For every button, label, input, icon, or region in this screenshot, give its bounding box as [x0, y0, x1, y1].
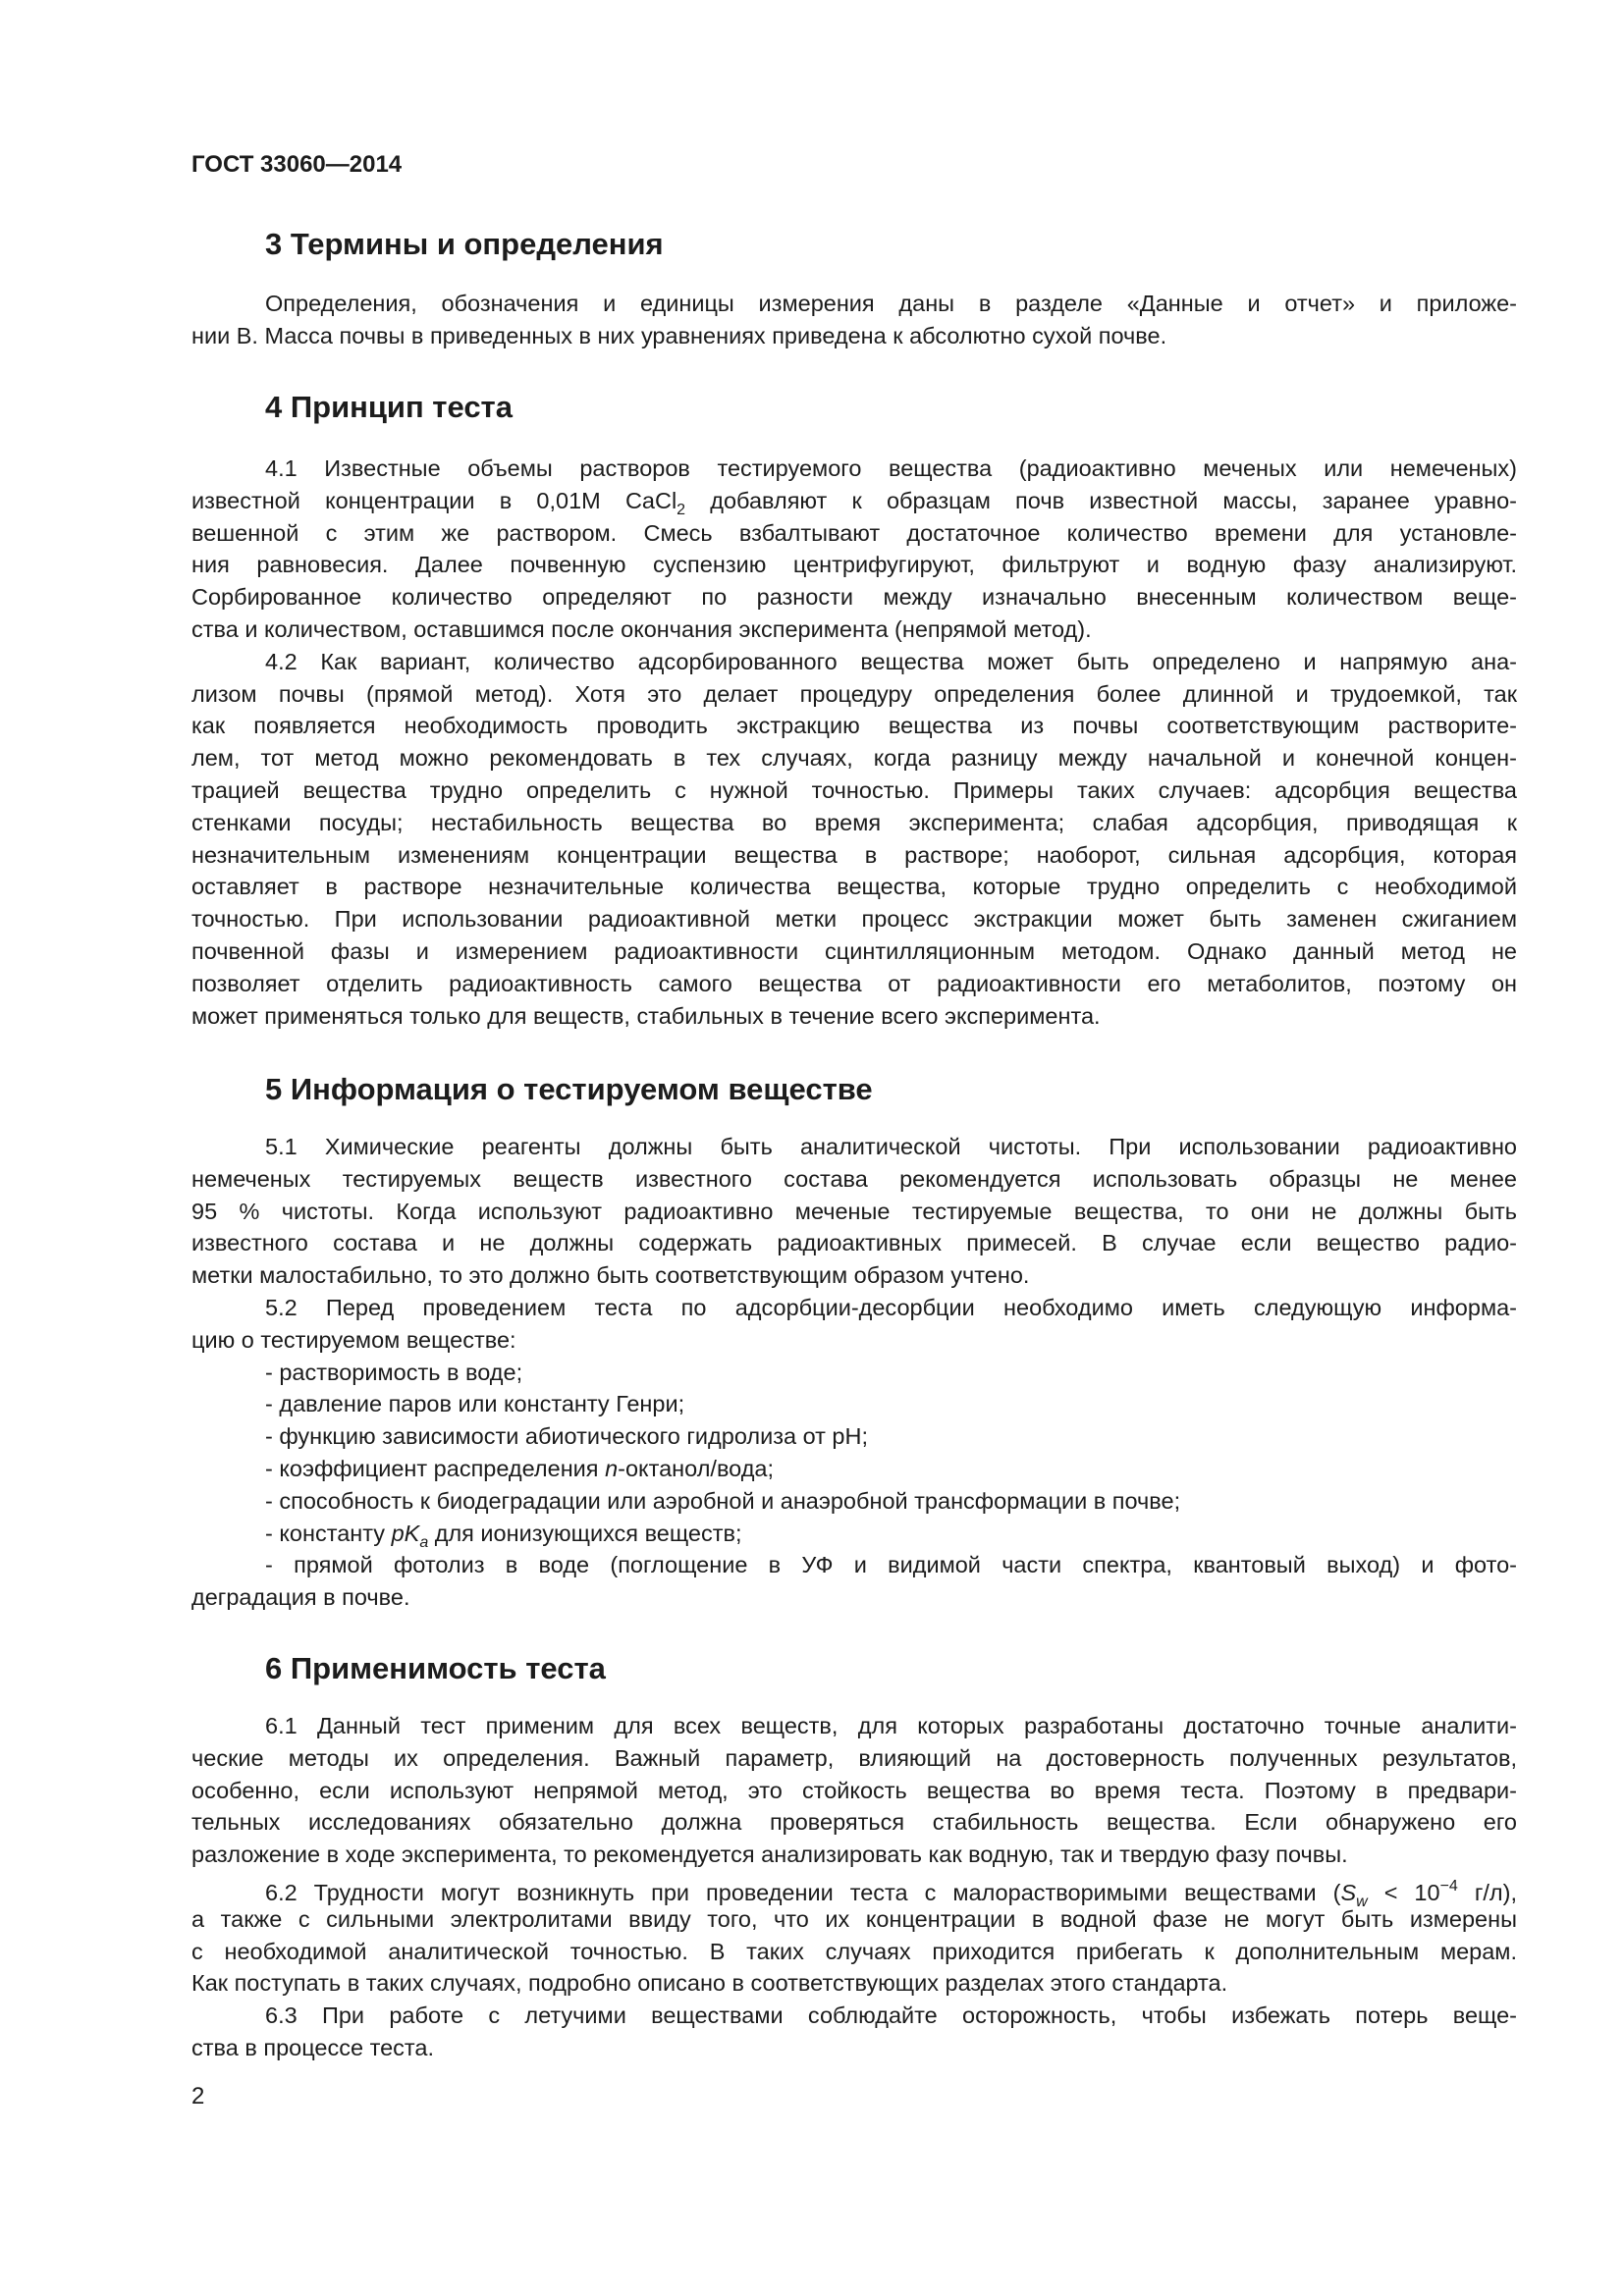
text-line: деградация в почве.: [191, 1584, 410, 1611]
text-line: тельных исследованиях обязательно должна проверяться стабильность вещества. Если обнаружено его: [191, 1809, 1517, 1836]
text-line: метки малостабильно, то это должно быть соответствующим образом учтено.: [191, 1262, 1030, 1289]
text-line: [191, 485, 1517, 517]
paragraph: [191, 646, 1517, 1033]
paragraph: [191, 1710, 1517, 1871]
text-line: цию о тестируемом веществе:: [191, 1326, 516, 1353]
formatted-text: n: [605, 1455, 619, 1481]
text-line: как появляется необходимость проводить экстракцию вещества из почвы соответствующим растворите-: [191, 713, 1517, 739]
text-line: трацией вещества трудно определить с нужной точностью. Примеры таких случаев: адсорбция вещества: [191, 776, 1517, 803]
text-line: лизом почвы (прямой метод). Хотя это делает процедуру определения более длинной и трудоемкой, так: [191, 680, 1517, 707]
text-line: 6.1 Данный тест применим для всех веществ, для которых разработаны достаточно точные аналити-: [265, 1713, 1517, 1738]
text-line: 6.3 При работе с летучими веществами соблюдайте осторожность, чтобы избежать потерь веще-: [265, 2002, 1517, 2029]
formatted-text: pK: [391, 1520, 420, 1546]
formatted-text: w: [1356, 1893, 1368, 1910]
text-line: Сорбированное количество определяют по разности между изначально внесенным количеством веще-: [191, 584, 1517, 611]
text-line: 95 % чистоты. Когда используют радиоактивно меченые тестируемые вещества, то они не должны быть: [191, 1198, 1517, 1224]
text-line: стенками посуды; нестабильность вещества во время эксперимента; слабая адсорбция, приводящая к: [191, 809, 1517, 835]
text-line: [191, 1871, 1517, 1910]
formatted-text: −4: [1439, 1877, 1458, 1895]
section-heading: 4 Принцип теста: [265, 390, 513, 424]
paragraph: [191, 1420, 1517, 1453]
text-line: [191, 1453, 1517, 1485]
page-number: 2: [191, 2083, 205, 2109]
text-line: - давление паров или константу Генри;: [265, 1391, 685, 1417]
text-line: - способность к биодеградации или аэробной и анаэробной трансформации в почве;: [265, 1487, 1181, 1514]
text-line: ства в процессе теста.: [191, 2034, 434, 2060]
paragraph: [191, 1357, 1517, 1389]
section-body: [191, 1131, 1517, 1614]
text-line: 4.1 Известные объемы растворов тестируемого вещества (радиоактивно меченых или немеченых): [265, 455, 1517, 481]
text-line: почвенной фазы и измерением радиоактивности сцинтилляционным методом. Однако данный метод не: [191, 937, 1517, 964]
text-line: особенно, если используют непрямой метод, это стойкость вещества во время теста. Поэтому в предвари-: [191, 1777, 1517, 1803]
text-line: Определения, обозначения и единицы измерения даны в разделе «Данные и отчет» и приложе-: [265, 291, 1517, 316]
formatted-text: 2: [677, 501, 686, 518]
text-run: добавляют к образцам почв известной массы, заранее уравно-: [685, 487, 1517, 513]
text-run: - коэффициент распределения: [265, 1455, 606, 1481]
section-body: [191, 288, 1517, 352]
paragraph: [191, 288, 1517, 352]
text-line: лем, тот метод можно рекомендовать в тех случаях, когда разницу между начальной и конечной концен-: [191, 745, 1517, 772]
formatted-text: S: [1340, 1879, 1357, 1905]
paragraph: [191, 1453, 1517, 1485]
text-line: ческие методы их определения. Важный параметр, влияющий на достоверность полученных результатов,: [191, 1744, 1517, 1771]
text-line: незначительным изменениям концентрации вещества в растворе; наоборот, сильная адсорбция, которая: [191, 841, 1517, 868]
text-line: ства и количеством, оставшимся после окончания эксперимента (непрямой метод).: [191, 615, 1092, 642]
text-line: может применяться только для веществ, стабильных в течение всего эксперимента.: [191, 1002, 1101, 1029]
paragraph: [191, 1131, 1517, 1292]
paragraph: [191, 1549, 1517, 1614]
text-line: немеченых тестируемых веществ известного состава рекомендуется использовать образцы не менее: [191, 1165, 1517, 1192]
text-run: известной концентрации в 0,01М CaCl: [191, 487, 677, 513]
text-line: точностью. При использовании радиоактивной метки процесс экстракции может быть заменен сжиганием: [191, 906, 1517, 933]
text-run: - константу: [265, 1520, 392, 1546]
text-line: 5.2 Перед проведением теста по адсорбции-десорбции необходимо иметь следующую информа-: [265, 1294, 1517, 1320]
text-line: разложение в ходе эксперимента, то рекомендуется анализировать как водную, так и твердую фазу почвы.: [191, 1842, 1348, 1868]
section-heading: 3 Термины и определения: [265, 227, 664, 261]
text-line: - функцию зависимости абиотического гидролиза от pH;: [265, 1423, 868, 1450]
section-body: [191, 1710, 1517, 2064]
text-run: для ионизующихся веществ;: [428, 1520, 742, 1546]
text-line: известного состава и не должны содержать радиоактивных примесей. В случае если вещество радио-: [191, 1230, 1517, 1256]
text-run: 6.2 Трудности могут возникнуть при проведении теста с малорастворимыми веществами (: [265, 1879, 1341, 1905]
section-body: [191, 453, 1517, 1032]
document-header: ГОСТ 33060—2014: [191, 151, 403, 178]
text-line: - растворимость в воде;: [265, 1359, 523, 1385]
text-line: нии В. Масса почвы в приведенных в них уравнениях приведена к абсолютно сухой почве.: [191, 322, 1167, 348]
paragraph: [191, 1388, 1517, 1420]
text-run: г/л),: [1457, 1879, 1517, 1905]
paragraph: [191, 2000, 1517, 2064]
paragraph: [191, 1292, 1517, 1357]
text-line: а также с сильными электролитами ввиду того, что их концентрации в водной фазе не могут быть измерены: [191, 1905, 1517, 1932]
text-line: 5.1 Химические реагенты должны быть аналитической чистоты. При использовании радиоактивно: [265, 1134, 1517, 1159]
paragraph: [191, 1871, 1517, 2000]
text-line: 4.2 Как вариант, количество адсорбированного вещества может быть определено и напрямую ана-: [265, 648, 1517, 674]
text-run: -октанол/вода;: [618, 1455, 775, 1481]
paragraph: [191, 453, 1517, 646]
section-heading: 6 Применимость теста: [265, 1651, 606, 1685]
text-run: < 10: [1367, 1879, 1440, 1905]
formatted-text: a: [419, 1533, 429, 1551]
text-line: с необходимой аналитической точностью. В таких случаях приходится прибегать к дополнительным мерам.: [191, 1938, 1517, 1964]
section-heading: 5 Информация о тестируемом веществе: [265, 1072, 873, 1106]
text-line: позволяет отделить радиоактивность самого вещества от радиоактивности его метаболитов, поэтому он: [191, 970, 1517, 996]
text-line: Как поступать в таких случаях, подробно описано в соответствующих разделах этого стандарта.: [191, 1970, 1228, 1997]
text-line: оставляет в растворе незначительные количества вещества, которые трудно определить с необходимой: [191, 874, 1517, 900]
paragraph: [191, 1485, 1517, 1518]
text-line: ния равновесия. Далее почвенную суспензию центрифугируют, фильтруют и водную фазу анализируют.: [191, 552, 1517, 578]
text-line: вешенной с этим же раствором. Смесь взбалтывают достаточное количество времени для установле-: [191, 519, 1517, 546]
text-line: [191, 1518, 1517, 1550]
text-line: - прямой фотолиз в воде (поглощение в УФ и видимой части спектра, квантовый выход) и фото-: [265, 1552, 1517, 1578]
paragraph: [191, 1518, 1517, 1550]
